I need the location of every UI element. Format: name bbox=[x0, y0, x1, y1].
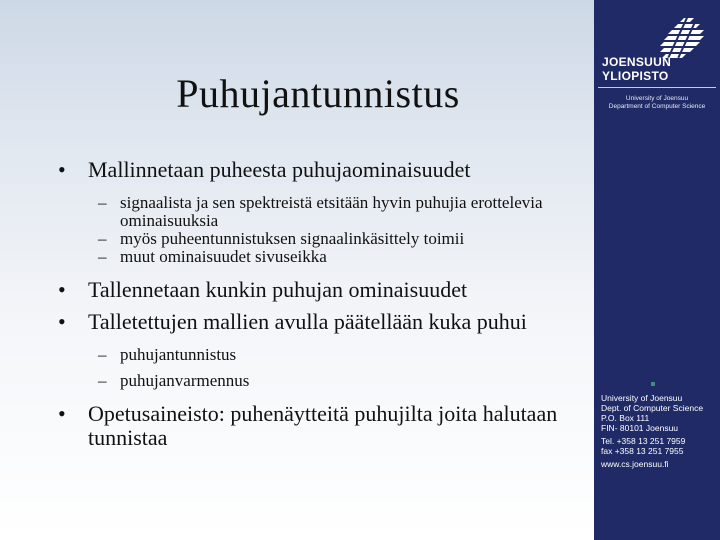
sub-bullet-dash: – bbox=[98, 371, 107, 390]
contact-line: FIN- 80101 Joensuu bbox=[601, 423, 679, 433]
sub-bullet-item bbox=[58, 194, 588, 230]
bullet-item bbox=[58, 402, 588, 450]
university-logo-icon bbox=[660, 14, 706, 60]
sub-bullet-text: puhujantunnistus bbox=[120, 345, 237, 364]
logo-wordmark-line1: JOENSUUN bbox=[602, 55, 672, 69]
sub-bullet-item bbox=[58, 248, 588, 266]
contact-line: Dept. of Computer Science bbox=[601, 403, 704, 413]
bullet-item bbox=[58, 278, 588, 302]
logo-wordmark-line2: YLIOPISTO bbox=[602, 69, 669, 83]
bullet-dot: • bbox=[58, 157, 66, 182]
bullet-item bbox=[58, 310, 588, 334]
sub-bullet-text: muut ominaisuudet sivuseikka bbox=[120, 247, 327, 266]
contact-info bbox=[601, 393, 720, 469]
bullet-dot: • bbox=[58, 309, 66, 334]
sub-bullet-dash: – bbox=[98, 229, 107, 248]
bullet-text: Mallinnetaan puheesta puhujaominaisuudet bbox=[88, 157, 471, 182]
logo-divider bbox=[598, 87, 716, 88]
bullet-text: Tallennetaan kunkin puhujan ominaisuudet bbox=[88, 277, 468, 302]
sub-bullet-item bbox=[58, 346, 588, 364]
bullet-dot: • bbox=[58, 277, 66, 302]
decorative-square bbox=[651, 382, 655, 386]
bullet-item bbox=[58, 158, 588, 182]
contact-fax: fax +358 13 251 7955 bbox=[601, 446, 684, 456]
bullet-text: Talletettujen mallien avulla päätellään kuka puhui bbox=[88, 309, 527, 334]
contact-website: www.cs.joensuu.fi bbox=[601, 459, 669, 469]
sub-bullet-text: signaalista ja sen spektreistä etsitään hyvin puhujia erottelevia ominaisuuksia bbox=[120, 193, 543, 230]
bullet-dot: • bbox=[58, 401, 66, 426]
university-sidebar bbox=[594, 0, 720, 540]
contact-phone: Tel. +358 13 251 7959 bbox=[601, 436, 686, 446]
bullet-list bbox=[58, 158, 588, 450]
sub-bullet-dash: – bbox=[98, 345, 107, 364]
slide-title: Puhujantunnistus bbox=[176, 71, 460, 116]
contact-line: University of Joensuu bbox=[601, 393, 683, 403]
sub-bullet-item bbox=[58, 230, 588, 248]
sub-bullet-dash: – bbox=[98, 193, 107, 212]
bullet-text: Opetusaineisto: puhenäytteitä puhujilta joita halutaan tunnistaa bbox=[88, 401, 558, 450]
logo-department-line2: Department of Computer Science bbox=[608, 103, 706, 110]
sub-bullet-dash: – bbox=[98, 247, 107, 266]
sub-bullet-text: puhujanvarmennus bbox=[120, 371, 250, 390]
sub-bullet-text: myös puheentunnistuksen signaalinkäsittely toimii bbox=[120, 229, 465, 248]
contact-line: P.O. Box 111 bbox=[601, 413, 650, 423]
logo-department-line1: University of Joensuu bbox=[625, 95, 689, 102]
sub-bullet-item bbox=[58, 372, 588, 390]
